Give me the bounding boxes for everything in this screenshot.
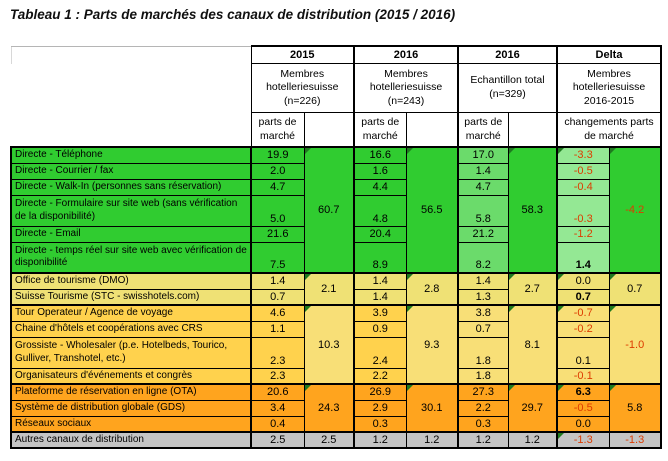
distribution-table [10,45,662,449]
share-cell: 0.9 [354,321,406,337]
table-row [11,46,661,64]
group-delta-cell: -1.3 [609,432,661,448]
measure-header-delta: changements parts de marché [557,113,661,148]
row-label: Plateforme de réservation en ligne (OTA) [11,384,251,400]
delta-cell: 0.1 [557,337,609,368]
share-cell: 20.6 [251,384,304,400]
share-cell: 4.7 [458,179,508,195]
share-cell: 1.4 [354,289,406,305]
share-cell: 1.1 [251,321,304,337]
group-share-cell: 9.3 [406,305,458,384]
share-cell: 0.7 [458,321,508,337]
group-share-cell: 60.7 [304,147,354,273]
report-title: Tableau 1 : Parts de marchés des canaux de distribution (2015 / 2016) [10,7,456,22]
share-cell: 2.2 [354,368,406,384]
share-cell: 2.5 [251,432,304,448]
share-cell: 4.4 [354,179,406,195]
group-delta-cell: -1.0 [609,305,661,384]
share-cell: 2.2 [458,400,508,416]
group-delta-cell: 0.7 [609,273,661,305]
population-header-delta: Membres hotelleriesuisse 2016-2015 [557,64,661,113]
table-row [11,147,661,163]
share-cell: 26.9 [354,384,406,400]
share-cell: 5.0 [251,195,304,226]
header-blank [406,113,458,148]
group-share-cell: 24.3 [304,384,354,432]
share-cell: 17.0 [458,147,508,163]
measure-header-2016-members: parts de marché [354,113,406,148]
share-cell: 0.4 [251,416,304,432]
table-row [11,113,661,148]
group-share-cell: 2.8 [406,273,458,305]
share-cell: 1.4 [458,163,508,179]
group-share-cell: 1.2 [508,432,557,448]
share-cell: 4.8 [354,195,406,226]
delta-cell: 0.0 [557,416,609,432]
measure-header-2015: parts de marché [251,113,304,148]
header-blank [508,113,557,148]
share-cell: 1.4 [354,273,406,289]
header-blank [304,113,354,148]
group-share-cell: 30.1 [406,384,458,432]
header-blank [11,64,251,113]
row-label: Tour Operateur / Agence de voyage [11,305,251,321]
row-label: Directe - Email [11,226,251,242]
share-cell: 2.9 [354,400,406,416]
row-label: Directe - Courrier / fax [11,163,251,179]
year-header-2016-total: 2016 [458,46,557,64]
share-cell: 7.5 [251,242,304,273]
share-cell: 5.8 [458,195,508,226]
share-cell: 1.4 [251,273,304,289]
delta-cell: -0.3 [557,195,609,226]
year-header-2015: 2015 [251,46,354,64]
share-cell: 16.6 [354,147,406,163]
share-cell: 0.3 [458,416,508,432]
group-share-cell: 56.5 [406,147,458,273]
share-cell: 21.2 [458,226,508,242]
group-share-cell: 2.1 [304,273,354,305]
population-header-2016-total: Echantillon total (n=329) [458,64,557,113]
group-share-cell: 2.5 [304,432,354,448]
measure-header-2016-total: parts de marché [458,113,508,148]
share-cell: 20.4 [354,226,406,242]
row-label: Autres canaux de distribution [11,432,251,448]
group-share-cell: 1.2 [406,432,458,448]
share-cell: 8.9 [354,242,406,273]
delta-cell: -0.7 [557,305,609,321]
share-cell: 3.9 [354,305,406,321]
share-cell: 0.3 [354,416,406,432]
share-cell: 21.6 [251,226,304,242]
share-cell: 19.9 [251,147,304,163]
row-label: Directe - Formulaire sur site web (sans vérification de la disponibilité) [11,195,251,226]
row-label: Système de distribution globale (GDS) [11,400,251,416]
row-label: Réseaux sociaux [11,416,251,432]
delta-cell: -0.2 [557,321,609,337]
share-cell: 0.7 [251,289,304,305]
row-label: Grossiste - Wholesaler (p.e. Hotelbeds, Tourico, Gulliver, Transhotel, etc.) [11,337,251,368]
population-header-2016-members: Membres hotelleriesuisse (n=243) [354,64,458,113]
delta-cell: -1.3 [557,432,609,448]
group-share-cell: 29.7 [508,384,557,432]
share-cell: 27.3 [458,384,508,400]
table-row [11,273,661,289]
table-row [11,64,661,113]
delta-cell: -0.4 [557,179,609,195]
header-blank [11,46,251,64]
row-label: Organisateurs d'événements et congrès [11,368,251,384]
share-cell: 1.2 [354,432,406,448]
share-cell: 1.3 [458,289,508,305]
share-cell: 8.2 [458,242,508,273]
share-cell: 4.6 [251,305,304,321]
share-cell: 4.7 [251,179,304,195]
share-cell: 1.2 [458,432,508,448]
table-row [11,305,661,321]
group-delta-cell: 5.8 [609,384,661,432]
delta-cell: 0.7 [557,289,609,305]
group-share-cell: 10.3 [304,305,354,384]
row-label: Office de tourisme (DMO) [11,273,251,289]
row-label: Directe - temps réel sur site web avec vérification de disponibilité [11,242,251,273]
share-cell: 2.4 [354,337,406,368]
row-label: Directe - Walk-In (personnes sans réservation) [11,179,251,195]
delta-cell: -0.1 [557,368,609,384]
table-row [11,432,661,448]
share-cell: 2.0 [251,163,304,179]
share-cell: 1.4 [458,273,508,289]
share-cell: 3.4 [251,400,304,416]
share-cell: 2.3 [251,337,304,368]
row-label: Suisse Tourisme (STC - swisshotels.com) [11,289,251,305]
delta-cell: -0.5 [557,163,609,179]
row-label: Chaine d'hôtels et coopérations avec CRS [11,321,251,337]
group-share-cell: 8.1 [508,305,557,384]
year-header-2016-members: 2016 [354,46,458,64]
row-label: Directe - Téléphone [11,147,251,163]
delta-cell: -1.2 [557,226,609,242]
table-row [11,384,661,400]
header-blank [11,113,251,148]
group-delta-cell: -4.2 [609,147,661,273]
share-cell: 1.8 [458,337,508,368]
share-cell: 3.8 [458,305,508,321]
delta-cell: 6.3 [557,384,609,400]
delta-cell: 1.4 [557,242,609,273]
share-cell: 2.3 [251,368,304,384]
group-share-cell: 58.3 [508,147,557,273]
delta-cell: -3.3 [557,147,609,163]
share-cell: 1.6 [354,163,406,179]
delta-cell: 0.0 [557,273,609,289]
delta-cell: -0.5 [557,400,609,416]
share-cell: 1.8 [458,368,508,384]
group-share-cell: 2.7 [508,273,557,305]
population-header-2015: Membres hotelleriesuisse (n=226) [251,64,354,113]
year-header-delta: Delta [557,46,661,64]
